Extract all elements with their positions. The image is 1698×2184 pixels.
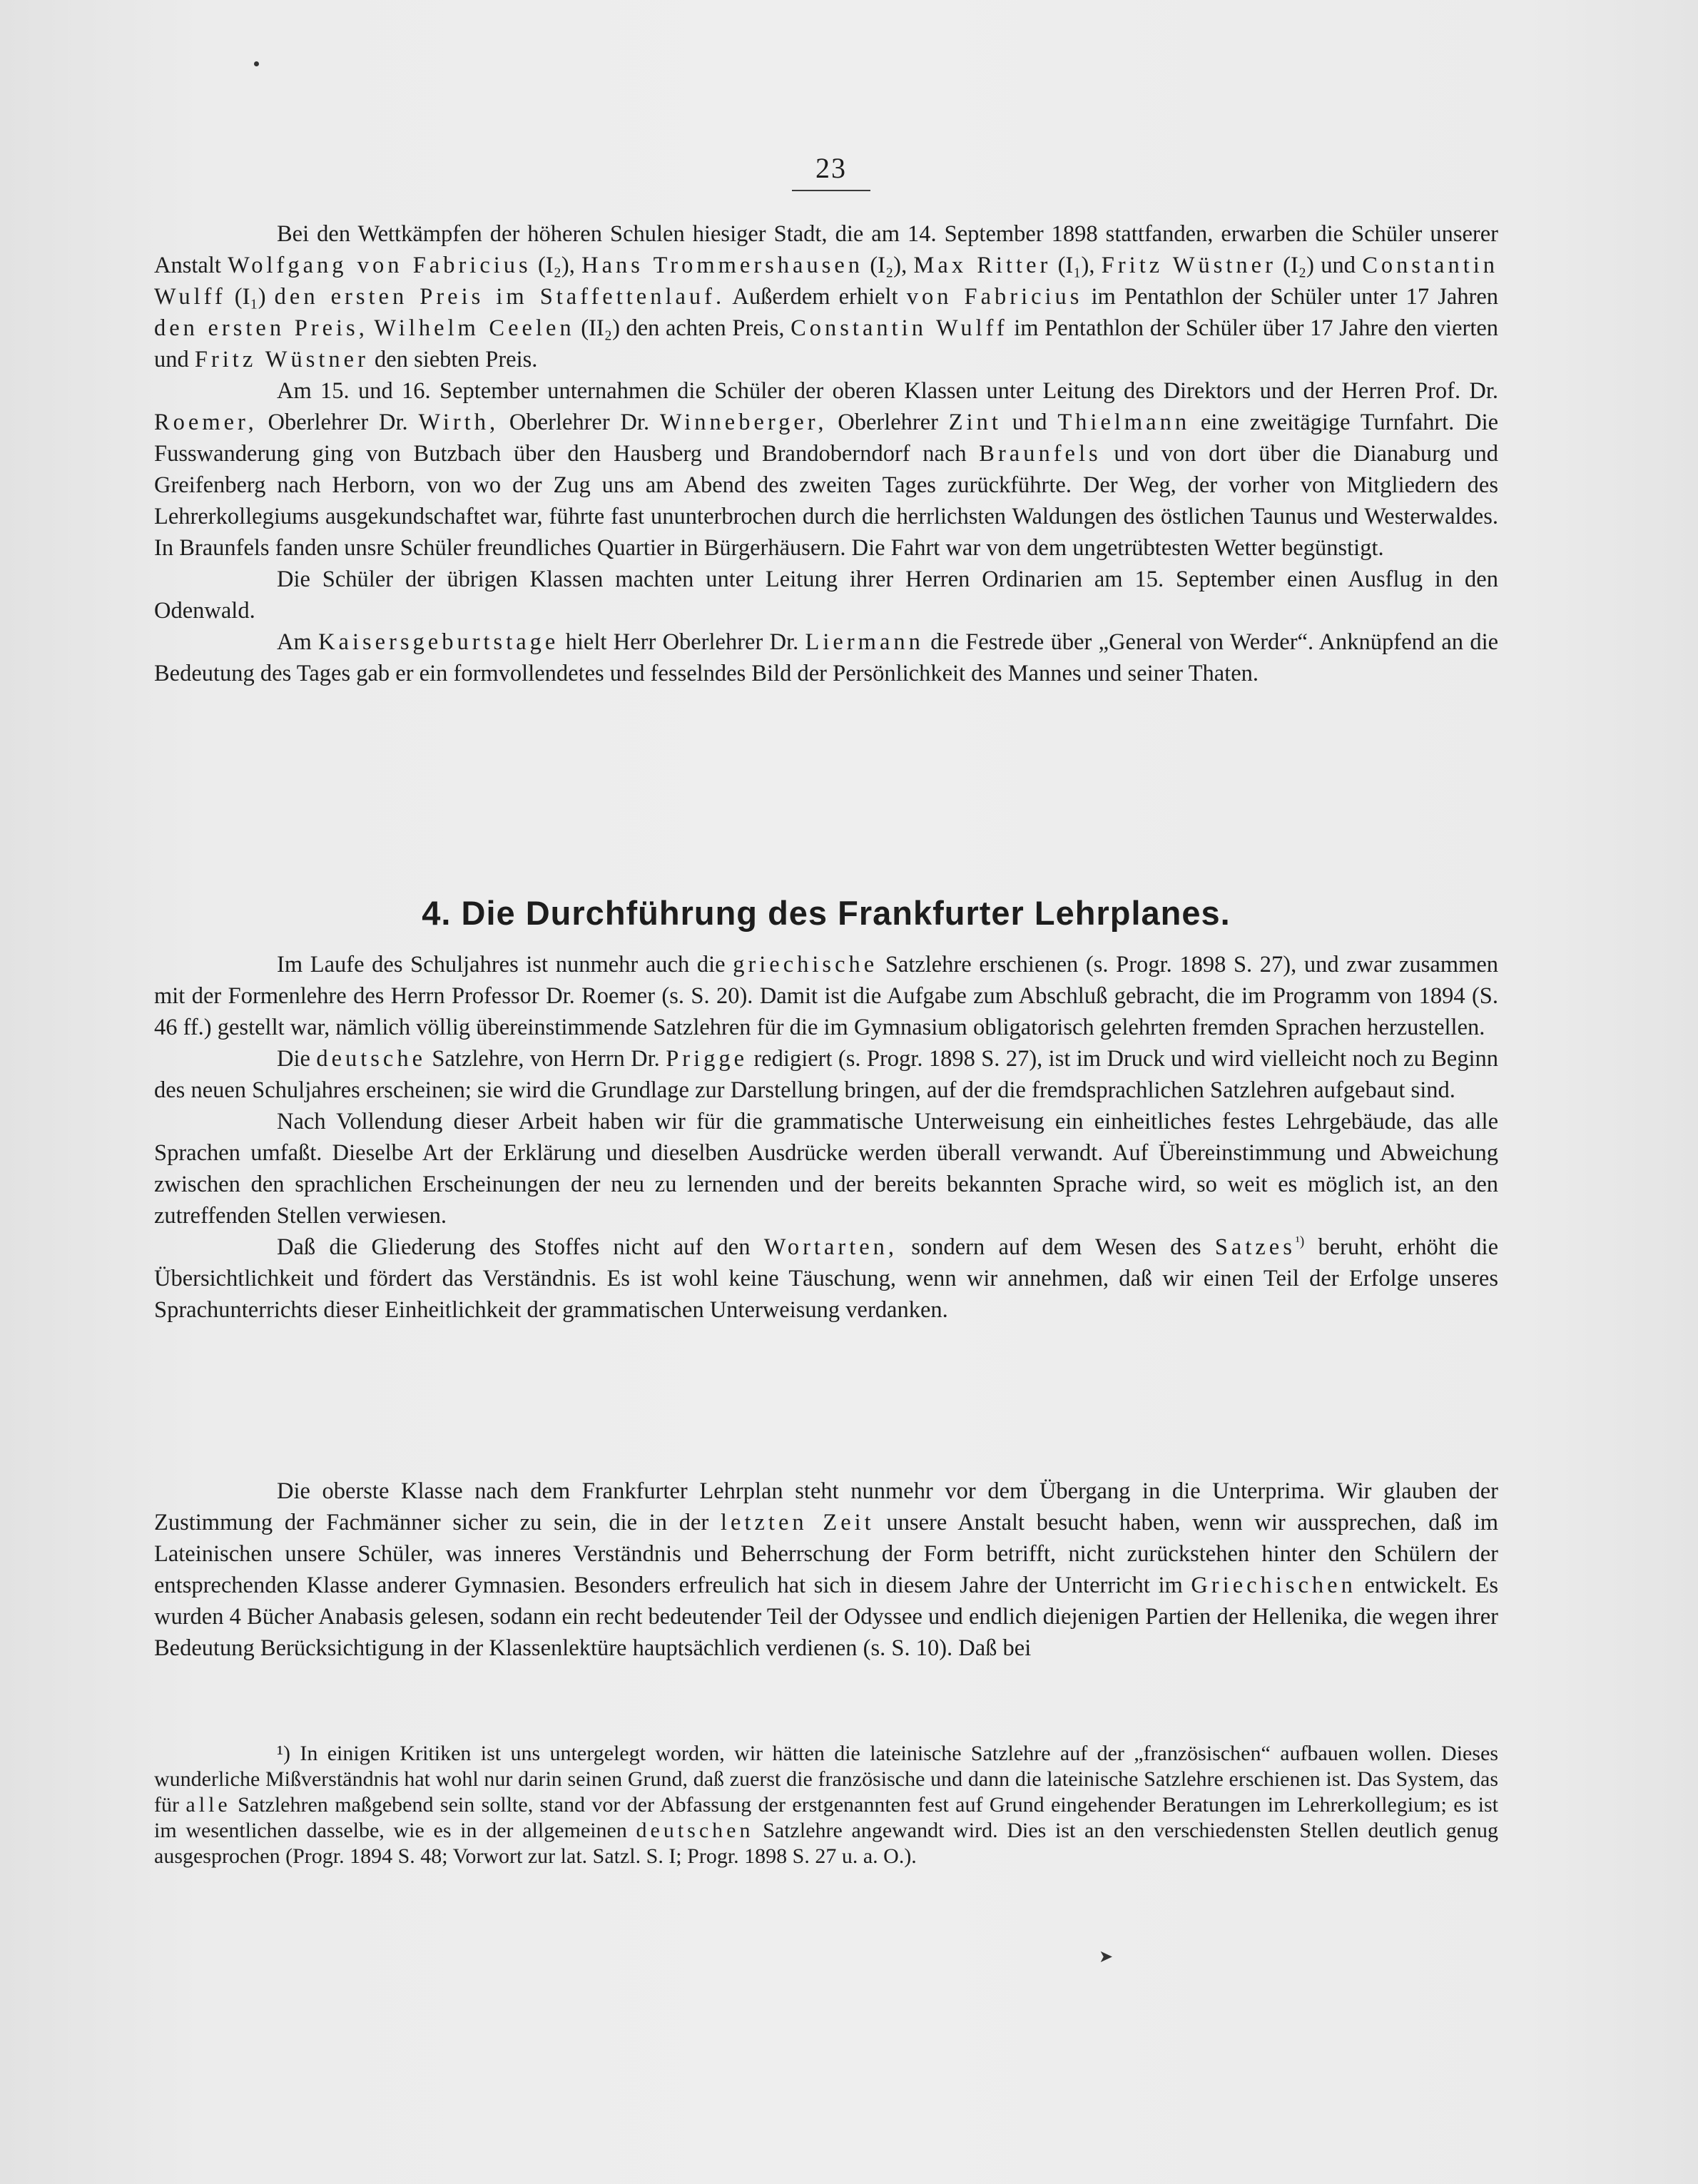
closing-body [154, 1476, 1498, 1664]
paragraph-unified-grammar: Nach Vollendung dieser Arbeit haben wir für die grammatische Unterweisung ein einheitliches festes Lehrgebäude, das alle Sprachen umfaßt. Dieselbe Art der Erklärung und dieselben Ausdrücke werden überall verwandt. Auf Übereinstimmung und Abweichung zwischen den sprachlichen Erscheinungen der neu zu lernenden und der bereits bekannten Sprache wird, so weit es möglich ist, an den zutreffenden Stellen verwiesen. [154, 1109, 1498, 1229]
paragraph-excursion: Am 15. und 16. September unternahmen die Schüler der oberen Klassen unter Leitung des Direktors und der Herren Prof. Dr. Roemer, Oberlehrer Dr. Wirth, Oberlehrer Dr. Winneberger, Oberlehrer Zint und Thielmann eine zweitägige Turnfahrt. Die Fusswanderung ging von Butzbach über den Hausberg und Brandoberndorf nach Braunfels und von dort über die Dianaburg und Greifenberg nach Herborn, von wo der Zug uns am Abend des zweiten Tages zurückführte. Der Weg, der vorher von Mitgliedern des Lehrerkollegiums ausgekundschaftet war, führte fast ununterbrochen durch die herrlichsten Waldungen des östlichen Taunus und Westerwaldes. In Braunfels fanden unsre Schüler freundliches Quartier in Bürgerhäusern. Die Fahrt war von dem ungetrübtesten Wetter begünstigt. [154, 378, 1499, 561]
school-events-report [154, 218, 1498, 689]
footnote-marker: ¹) [277, 1742, 290, 1765]
paragraph-sports: Bei den Wettkämpfen der höheren Schulen hiesiger Stadt, die am 14. September 1898 stattfanden, erwarben die Schüler unserer Anstalt Wolfgang von Fabricius (I₂), Hans Trommershausen (I₂), Max Ritter (I₁), Fritz Wüstner (I₂) und Constantin Wulff (I₁) den ersten Preis im Staffettenlauf. Außerdem erhielt von Fabricius im Pentathlon der Schüler unter 17 Jahren den ersten Preis, Wilhelm Ceelen (II₂) den achten Preis, Constantin Wulff im Pentathlon der Schüler über 17 Jahre den vierten und Fritz Wüstner den siebten Preis. [154, 221, 1499, 372]
paragraph-upper-class: Die oberste Klasse nach dem Frankfurter Lehrplan steht nunmehr vor dem Übergang in die Unterprima. Wir glauben der Zustimmung der Fachmänner sicher zu sein, die in der letzten Zeit unsere Anstalt besucht haben, wenn wir aussprechen, daß im Lateinischen unsere Schüler, was inneres Verständnis und Beherrschung der Form betrifft, nicht zurückstehen hinter den Schülern der entsprechenden Klasse anderer Gymnasien. Besonders erfreulich hat sich in diesem Jahre der Unterricht im Griechischen entwickelt. Es wurden 4 Bücher Anabasis gelesen, sodann ein recht bedeutender Teil der Odyssee und endlich diejenigen Partien der Hellenika, die wegen ihrer Bedeutung Berücksichtigung in der Klassenlektüre hauptsächlich verdienen (s. S. 10). Daß bei [154, 1478, 1499, 1661]
bottom-mark-icon: ➤ [1099, 1948, 1114, 1966]
paragraph-greek-syntax: Im Laufe des Schuljahres ist nunmehr auch die griechische Satzlehre erschienen (s. Progr. 1898 S. 27), und zwar zusammen mit der Formenlehre des Herrn Professor Dr. Roemer (s. S. 20). Damit ist die Aufgabe zum Abschluß gebracht, die im Programm von 1894 (S. 46 ff.) gestellt war, nämlich völlig übereinstimmende Satzlehren für die im Gymnasium obligatorisch gelehrten fremden Sprachen herzustellen. [154, 952, 1499, 1040]
paragraph-kaisersgeburtstag: Am Kaisersgeburtstage hielt Herr Oberlehrer Dr. Liermann die Festrede über „General von Werder“. Anknüpfend an die Bedeutung des Tages gab er ein formvollendetes und fesselndes Bild der Persönlichkeit des Mannes und seiner Thaten. [154, 629, 1499, 686]
section-heading: 4. Die Durchführung des Frankfurter Lehrplanes. [422, 894, 1231, 932]
footnote-text: ¹) In einigen Kritiken ist uns untergelegt worden, wir hätten die lateinische Satzlehre auf der „französischen“ aufbauen wollen. Dieses wunderliche Mißverständnis hat wohl nur darin seinen Grund, daß zuerst die französische und dann die lateinische Satzlehre erschienen ist. Das System, das für alle Satzlehren maßgebend sein sollte, stand vor der Abfassung der erstgenannten fest auf Grund eingehender Beratungen im Lehrerkollegium; es ist im wesentlichen dasselbe, wie es in der allgemeinen deutschen Satzlehre angewandt wird. Dies ist an den verschiedensten Stellen deutlich genug ausgesprochen (Progr. 1894 S. 48; Vorwort zur lat. Satzl. S. I; Progr. 1898 S. 27 u. a. O.). [154, 1742, 1499, 1868]
paragraph-german-syntax: Die deutsche Satzlehre, von Herrn Dr. Prigge redigiert (s. Progr. 1898 S. 27), ist im Druck und wird vielleicht noch zu Beginn des neuen Schuljahres erscheinen; sie wird die Grundlage zur Darstellung bringen, auf der die fremdsprachlichen Satzlehren aufgebaut sind. [154, 1046, 1498, 1103]
paragraph-odenwald: Die Schüler der übrigen Klassen machten unter Leitung ihrer Herren Ordinarien am 15. September einen Ausflug in den Odenwald. [154, 567, 1498, 624]
stray-dot [254, 61, 259, 66]
page-number: 23 [815, 152, 847, 184]
section-body [154, 949, 1498, 1326]
footnote [154, 1741, 1498, 1869]
footnote-reference: ¹) [1295, 1234, 1305, 1250]
page-number-rule [792, 190, 870, 191]
paragraph-structure: Daß die Gliederung des Stoffes nicht auf den Wortarten, sondern auf dem Wesen des Satzes$^{^1)}$ beruht, erhöht die Übersichtlichkeit und fördert das Verständnis. Es ist wohl keine Täuschung, wenn wir annehmen, daß wir einen Teil der Erfolge unseres Sprachunterrichts dieser Einheitlichkeit der grammatischen Unterweisung verdanken. [154, 1234, 1499, 1323]
